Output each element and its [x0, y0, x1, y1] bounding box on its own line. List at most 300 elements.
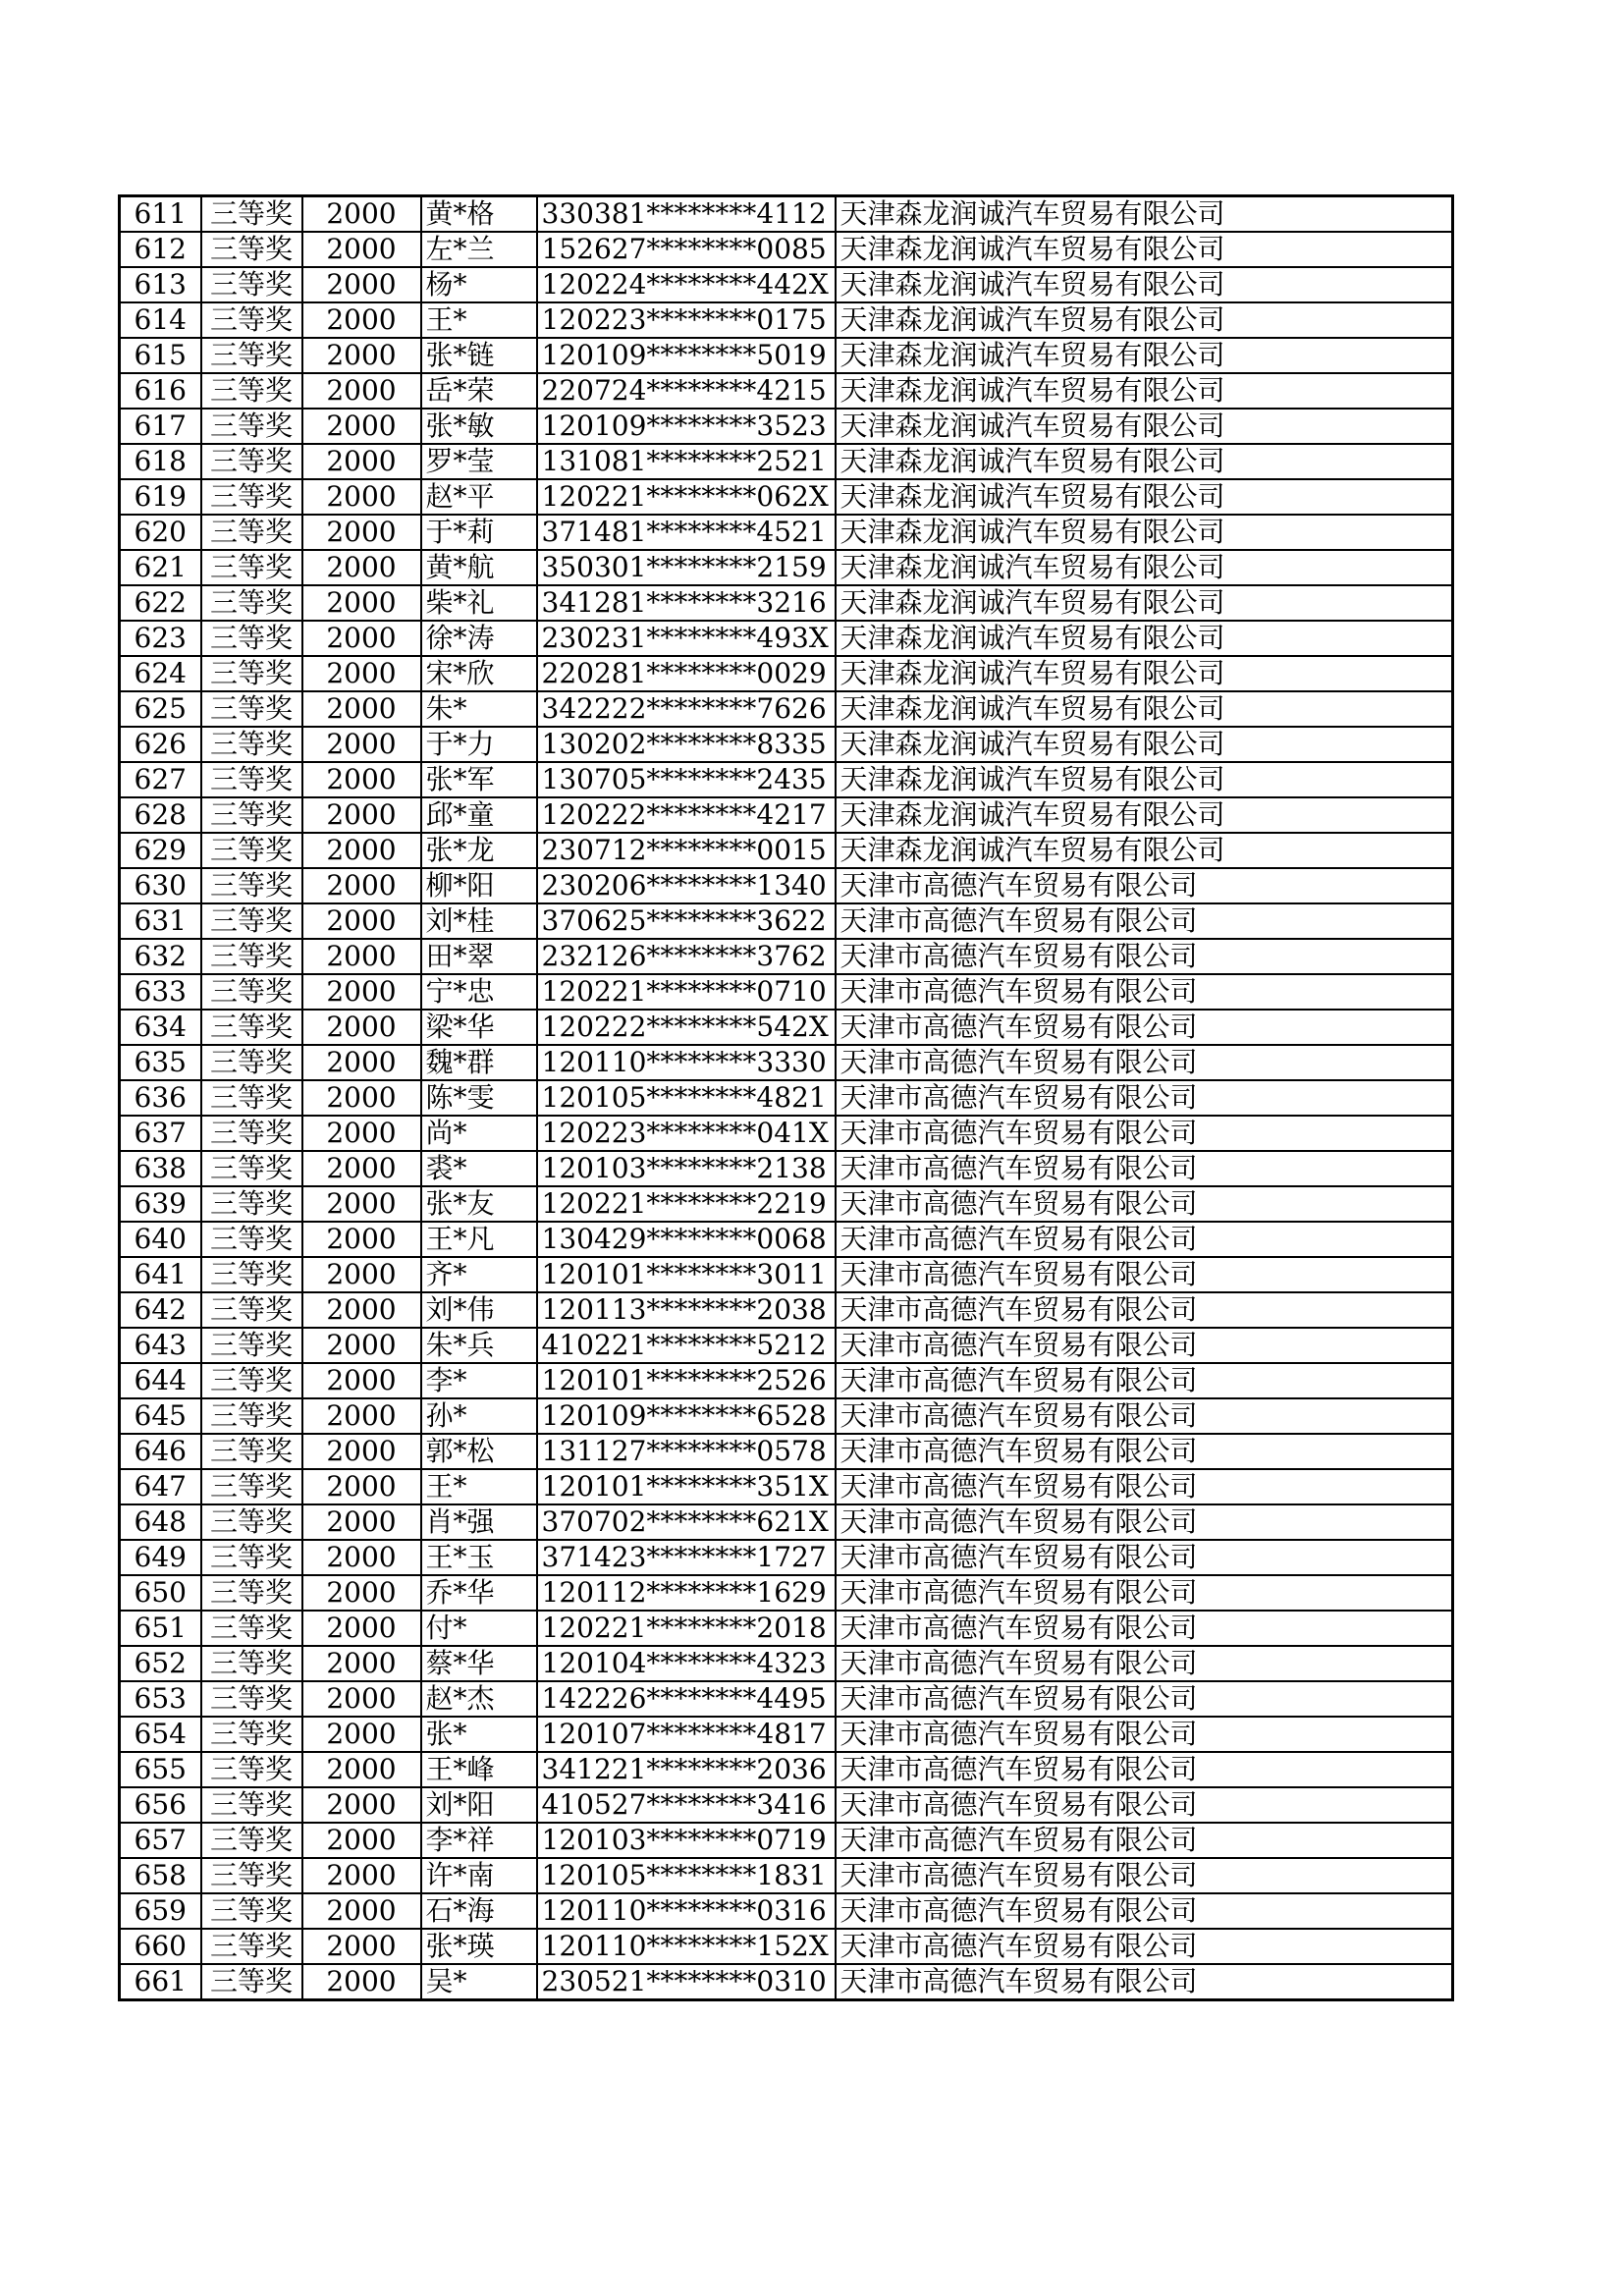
table-row — [120, 302, 1453, 338]
winner-name-cell: 田*翠 — [421, 939, 537, 974]
prize-amount-cell: 2000 — [302, 1646, 421, 1681]
winner-name-cell: 肖*强 — [421, 1504, 537, 1540]
row-number-cell: 651 — [120, 1611, 201, 1646]
company-cell: 天津森龙润诚汽车贸易有限公司 — [836, 267, 1453, 302]
winner-name-cell: 梁*华 — [421, 1010, 537, 1045]
prize-amount-cell: 2000 — [302, 621, 421, 656]
company-cell: 天津市高德汽车贸易有限公司 — [836, 868, 1453, 903]
prize-level-cell: 三等奖 — [201, 691, 302, 727]
company-cell: 天津市高德汽车贸易有限公司 — [836, 1575, 1453, 1611]
winner-name-cell: 吴* — [421, 1964, 537, 2000]
id-number-cell: 130705********2435 — [537, 762, 836, 797]
row-number-cell: 636 — [120, 1080, 201, 1116]
table-row — [120, 1681, 1453, 1717]
prize-amount-cell: 2000 — [302, 232, 421, 267]
id-number-cell: 152627********0085 — [537, 232, 836, 267]
prize-amount-cell: 2000 — [302, 1787, 421, 1823]
winner-name-cell: 张*敏 — [421, 409, 537, 444]
table-row — [120, 196, 1453, 233]
id-number-cell: 120101********351X — [537, 1469, 836, 1504]
prize-level-cell: 三等奖 — [201, 1787, 302, 1823]
table-row — [120, 1434, 1453, 1469]
prize-amount-cell: 2000 — [302, 691, 421, 727]
table-row — [120, 479, 1453, 515]
row-number-cell: 656 — [120, 1787, 201, 1823]
id-number-cell: 120105********1831 — [537, 1858, 836, 1893]
prize-level-cell: 三等奖 — [201, 1222, 302, 1257]
prize-level-cell: 三等奖 — [201, 585, 302, 621]
table-row — [120, 1045, 1453, 1080]
company-cell: 天津市高德汽车贸易有限公司 — [836, 1646, 1453, 1681]
row-number-cell: 632 — [120, 939, 201, 974]
prize-amount-cell: 2000 — [302, 1893, 421, 1929]
winner-name-cell: 黄*格 — [421, 196, 537, 233]
table-row — [120, 1292, 1453, 1328]
table-row — [120, 621, 1453, 656]
id-number-cell: 131081********2521 — [537, 444, 836, 479]
table-row — [120, 833, 1453, 868]
prize-amount-cell: 2000 — [302, 267, 421, 302]
id-number-cell: 120223********041X — [537, 1116, 836, 1151]
company-cell: 天津森龙润诚汽车贸易有限公司 — [836, 585, 1453, 621]
row-number-cell: 634 — [120, 1010, 201, 1045]
prize-amount-cell: 2000 — [302, 656, 421, 691]
winner-name-cell: 赵*平 — [421, 479, 537, 515]
prize-amount-cell: 2000 — [302, 939, 421, 974]
prize-level-cell: 三等奖 — [201, 1681, 302, 1717]
table-row — [120, 939, 1453, 974]
row-number-cell: 657 — [120, 1823, 201, 1858]
prize-amount-cell: 2000 — [302, 1434, 421, 1469]
winner-name-cell: 王*玉 — [421, 1540, 537, 1575]
prize-amount-cell: 2000 — [302, 1752, 421, 1787]
id-number-cell: 120222********4217 — [537, 797, 836, 833]
id-number-cell: 120110********0316 — [537, 1893, 836, 1929]
id-number-cell: 142226********4495 — [537, 1681, 836, 1717]
company-cell: 天津市高德汽车贸易有限公司 — [836, 1787, 1453, 1823]
prize-amount-cell: 2000 — [302, 833, 421, 868]
winner-name-cell: 邱*童 — [421, 797, 537, 833]
prize-level-cell: 三等奖 — [201, 1504, 302, 1540]
winner-name-cell: 魏*群 — [421, 1045, 537, 1080]
company-cell: 天津森龙润诚汽车贸易有限公司 — [836, 302, 1453, 338]
prize-level-cell: 三等奖 — [201, 1257, 302, 1292]
company-cell: 天津市高德汽车贸易有限公司 — [836, 1823, 1453, 1858]
winner-name-cell: 蔡*华 — [421, 1646, 537, 1681]
prize-amount-cell: 2000 — [302, 1398, 421, 1434]
table-row — [120, 1116, 1453, 1151]
table-row — [120, 691, 1453, 727]
winner-name-cell: 许*南 — [421, 1858, 537, 1893]
table-row — [120, 1469, 1453, 1504]
id-number-cell: 371423********1727 — [537, 1540, 836, 1575]
winner-name-cell: 于*力 — [421, 727, 537, 762]
row-number-cell: 616 — [120, 373, 201, 409]
row-number-cell: 622 — [120, 585, 201, 621]
company-cell: 天津森龙润诚汽车贸易有限公司 — [836, 232, 1453, 267]
table-row — [120, 267, 1453, 302]
winner-name-cell: 付* — [421, 1611, 537, 1646]
prize-amount-cell: 2000 — [302, 903, 421, 939]
winner-name-cell: 王* — [421, 1469, 537, 1504]
winner-name-cell: 杨* — [421, 267, 537, 302]
company-cell: 天津市高德汽车贸易有限公司 — [836, 1681, 1453, 1717]
winner-name-cell: 裘* — [421, 1151, 537, 1186]
table-row — [120, 409, 1453, 444]
company-cell: 天津森龙润诚汽车贸易有限公司 — [836, 656, 1453, 691]
prize-amount-cell: 2000 — [302, 550, 421, 585]
prize-level-cell: 三等奖 — [201, 1045, 302, 1080]
row-number-cell: 658 — [120, 1858, 201, 1893]
prize-level-cell: 三等奖 — [201, 727, 302, 762]
prize-amount-cell: 2000 — [302, 868, 421, 903]
company-cell: 天津森龙润诚汽车贸易有限公司 — [836, 515, 1453, 550]
prize-amount-cell: 2000 — [302, 1363, 421, 1398]
company-cell: 天津森龙润诚汽车贸易有限公司 — [836, 409, 1453, 444]
row-number-cell: 642 — [120, 1292, 201, 1328]
winner-name-cell: 柳*阳 — [421, 868, 537, 903]
table-row — [120, 762, 1453, 797]
prize-amount-cell: 2000 — [302, 762, 421, 797]
id-number-cell: 330381********4112 — [537, 196, 836, 233]
prize-amount-cell: 2000 — [302, 196, 421, 233]
company-cell: 天津市高德汽车贸易有限公司 — [836, 1469, 1453, 1504]
prize-level-cell: 三等奖 — [201, 1540, 302, 1575]
winner-name-cell: 张*军 — [421, 762, 537, 797]
company-cell: 天津市高德汽车贸易有限公司 — [836, 1045, 1453, 1080]
id-number-cell: 120104********4323 — [537, 1646, 836, 1681]
id-number-cell: 232126********3762 — [537, 939, 836, 974]
winner-name-cell: 郭*松 — [421, 1434, 537, 1469]
prize-amount-cell: 2000 — [302, 1151, 421, 1186]
table-row — [120, 338, 1453, 373]
company-cell: 天津市高德汽车贸易有限公司 — [836, 1080, 1453, 1116]
row-number-cell: 614 — [120, 302, 201, 338]
table-row — [120, 1328, 1453, 1363]
prize-level-cell: 三等奖 — [201, 1434, 302, 1469]
prize-level-cell: 三等奖 — [201, 515, 302, 550]
prize-level-cell: 三等奖 — [201, 444, 302, 479]
row-number-cell: 612 — [120, 232, 201, 267]
id-number-cell: 120103********2138 — [537, 1151, 836, 1186]
prize-amount-cell: 2000 — [302, 1858, 421, 1893]
prize-amount-cell: 2000 — [302, 373, 421, 409]
prize-level-cell: 三等奖 — [201, 1116, 302, 1151]
winner-name-cell: 左*兰 — [421, 232, 537, 267]
prize-level-cell: 三等奖 — [201, 974, 302, 1010]
company-cell: 天津市高德汽车贸易有限公司 — [836, 1717, 1453, 1752]
id-number-cell: 130202********8335 — [537, 727, 836, 762]
row-number-cell: 619 — [120, 479, 201, 515]
prize-level-cell: 三等奖 — [201, 939, 302, 974]
prize-level-cell: 三等奖 — [201, 1363, 302, 1398]
prize-amount-cell: 2000 — [302, 409, 421, 444]
table-row — [120, 974, 1453, 1010]
prize-amount-cell: 2000 — [302, 1080, 421, 1116]
id-number-cell: 120222********542X — [537, 1010, 836, 1045]
winner-name-cell: 尚* — [421, 1116, 537, 1151]
winner-name-cell: 张*链 — [421, 338, 537, 373]
id-number-cell: 230231********493X — [537, 621, 836, 656]
prize-level-cell: 三等奖 — [201, 1151, 302, 1186]
company-cell: 天津市高德汽车贸易有限公司 — [836, 903, 1453, 939]
row-number-cell: 627 — [120, 762, 201, 797]
id-number-cell: 370702********621X — [537, 1504, 836, 1540]
row-number-cell: 630 — [120, 868, 201, 903]
prize-level-cell: 三等奖 — [201, 479, 302, 515]
row-number-cell: 635 — [120, 1045, 201, 1080]
prize-amount-cell: 2000 — [302, 1540, 421, 1575]
prize-amount-cell: 2000 — [302, 1045, 421, 1080]
id-number-cell: 120224********442X — [537, 267, 836, 302]
prize-amount-cell: 2000 — [302, 1469, 421, 1504]
winner-name-cell: 刘*阳 — [421, 1787, 537, 1823]
row-number-cell: 625 — [120, 691, 201, 727]
id-number-cell: 130429********0068 — [537, 1222, 836, 1257]
winner-name-cell: 王* — [421, 302, 537, 338]
winner-name-cell: 朱* — [421, 691, 537, 727]
table-row — [120, 1717, 1453, 1752]
table-row — [120, 656, 1453, 691]
table-row — [120, 1186, 1453, 1222]
id-number-cell: 120109********5019 — [537, 338, 836, 373]
winner-name-cell: 张* — [421, 1717, 537, 1752]
company-cell: 天津森龙润诚汽车贸易有限公司 — [836, 338, 1453, 373]
id-number-cell: 370625********3622 — [537, 903, 836, 939]
company-cell: 天津市高德汽车贸易有限公司 — [836, 1186, 1453, 1222]
prize-level-cell: 三等奖 — [201, 1929, 302, 1964]
prize-level-cell: 三等奖 — [201, 550, 302, 585]
prize-level-cell: 三等奖 — [201, 302, 302, 338]
id-number-cell: 220281********0029 — [537, 656, 836, 691]
row-number-cell: 618 — [120, 444, 201, 479]
company-cell: 天津市高德汽车贸易有限公司 — [836, 1611, 1453, 1646]
company-cell: 天津市高德汽车贸易有限公司 — [836, 1116, 1453, 1151]
id-number-cell: 120110********3330 — [537, 1045, 836, 1080]
prize-level-cell: 三等奖 — [201, 267, 302, 302]
row-number-cell: 661 — [120, 1964, 201, 2000]
id-number-cell: 350301********2159 — [537, 550, 836, 585]
prize-amount-cell: 2000 — [302, 1222, 421, 1257]
table-row — [120, 868, 1453, 903]
winner-name-cell: 宋*欣 — [421, 656, 537, 691]
prize-amount-cell: 2000 — [302, 1257, 421, 1292]
row-number-cell: 641 — [120, 1257, 201, 1292]
company-cell: 天津市高德汽车贸易有限公司 — [836, 1398, 1453, 1434]
table-row — [120, 1363, 1453, 1398]
row-number-cell: 660 — [120, 1929, 201, 1964]
prize-amount-cell: 2000 — [302, 797, 421, 833]
id-number-cell: 120101********3011 — [537, 1257, 836, 1292]
prize-level-cell: 三等奖 — [201, 1893, 302, 1929]
prize-amount-cell: 2000 — [302, 1717, 421, 1752]
prize-amount-cell: 2000 — [302, 1964, 421, 2000]
prize-level-cell: 三等奖 — [201, 1328, 302, 1363]
prize-level-cell: 三等奖 — [201, 196, 302, 233]
id-number-cell: 120221********2018 — [537, 1611, 836, 1646]
prize-amount-cell: 2000 — [302, 479, 421, 515]
table-row — [120, 373, 1453, 409]
row-number-cell: 615 — [120, 338, 201, 373]
id-number-cell: 120103********0719 — [537, 1823, 836, 1858]
table-row — [120, 444, 1453, 479]
table-row — [120, 797, 1453, 833]
id-number-cell: 120105********4821 — [537, 1080, 836, 1116]
table-row — [120, 1823, 1453, 1858]
id-number-cell: 120221********062X — [537, 479, 836, 515]
id-number-cell: 341281********3216 — [537, 585, 836, 621]
id-number-cell: 120112********1629 — [537, 1575, 836, 1611]
prize-amount-cell: 2000 — [302, 1116, 421, 1151]
company-cell: 天津市高德汽车贸易有限公司 — [836, 1151, 1453, 1186]
table-row — [120, 1222, 1453, 1257]
company-cell: 天津森龙润诚汽车贸易有限公司 — [836, 833, 1453, 868]
id-number-cell: 120221********0710 — [537, 974, 836, 1010]
winner-name-cell: 赵*杰 — [421, 1681, 537, 1717]
row-number-cell: 621 — [120, 550, 201, 585]
table-row — [120, 550, 1453, 585]
row-number-cell: 655 — [120, 1752, 201, 1787]
prize-level-cell: 三等奖 — [201, 409, 302, 444]
winner-name-cell: 王*峰 — [421, 1752, 537, 1787]
winner-name-cell: 李*祥 — [421, 1823, 537, 1858]
prize-level-cell: 三等奖 — [201, 1964, 302, 2000]
row-number-cell: 611 — [120, 196, 201, 233]
prize-amount-cell: 2000 — [302, 302, 421, 338]
company-cell: 天津森龙润诚汽车贸易有限公司 — [836, 444, 1453, 479]
id-number-cell: 120109********6528 — [537, 1398, 836, 1434]
prize-amount-cell: 2000 — [302, 1823, 421, 1858]
row-number-cell: 654 — [120, 1717, 201, 1752]
table-row — [120, 232, 1453, 267]
company-cell: 天津市高德汽车贸易有限公司 — [836, 1893, 1453, 1929]
winner-name-cell: 陈*雯 — [421, 1080, 537, 1116]
row-number-cell: 652 — [120, 1646, 201, 1681]
prize-amount-cell: 2000 — [302, 1292, 421, 1328]
company-cell: 天津森龙润诚汽车贸易有限公司 — [836, 550, 1453, 585]
prize-level-cell: 三等奖 — [201, 1469, 302, 1504]
prize-amount-cell: 2000 — [302, 515, 421, 550]
prize-level-cell: 三等奖 — [201, 1575, 302, 1611]
row-number-cell: 629 — [120, 833, 201, 868]
table-row — [120, 1611, 1453, 1646]
company-cell: 天津市高德汽车贸易有限公司 — [836, 1222, 1453, 1257]
prize-amount-cell: 2000 — [302, 1504, 421, 1540]
company-cell: 天津森龙润诚汽车贸易有限公司 — [836, 373, 1453, 409]
prize-amount-cell: 2000 — [302, 1681, 421, 1717]
row-number-cell: 646 — [120, 1434, 201, 1469]
company-cell: 天津市高德汽车贸易有限公司 — [836, 1540, 1453, 1575]
prize-level-cell: 三等奖 — [201, 1752, 302, 1787]
prize-level-cell: 三等奖 — [201, 868, 302, 903]
row-number-cell: 645 — [120, 1398, 201, 1434]
winner-name-cell: 柴*礼 — [421, 585, 537, 621]
prize-amount-cell: 2000 — [302, 1611, 421, 1646]
prize-level-cell: 三等奖 — [201, 1858, 302, 1893]
row-number-cell: 643 — [120, 1328, 201, 1363]
winner-name-cell: 张*友 — [421, 1186, 537, 1222]
id-number-cell: 120109********3523 — [537, 409, 836, 444]
id-number-cell: 342222********7626 — [537, 691, 836, 727]
company-cell: 天津市高德汽车贸易有限公司 — [836, 1010, 1453, 1045]
table-row — [120, 1257, 1453, 1292]
row-number-cell: 628 — [120, 797, 201, 833]
winner-name-cell: 孙* — [421, 1398, 537, 1434]
company-cell: 天津市高德汽车贸易有限公司 — [836, 974, 1453, 1010]
row-number-cell: 633 — [120, 974, 201, 1010]
prize-amount-cell: 2000 — [302, 974, 421, 1010]
row-number-cell: 620 — [120, 515, 201, 550]
winner-name-cell: 朱*兵 — [421, 1328, 537, 1363]
prize-amount-cell: 2000 — [302, 727, 421, 762]
winner-name-cell: 王*凡 — [421, 1222, 537, 1257]
table-row — [120, 1858, 1453, 1893]
prize-level-cell: 三等奖 — [201, 1611, 302, 1646]
company-cell: 天津市高德汽车贸易有限公司 — [836, 939, 1453, 974]
id-number-cell: 230206********1340 — [537, 868, 836, 903]
row-number-cell: 650 — [120, 1575, 201, 1611]
prize-level-cell: 三等奖 — [201, 1080, 302, 1116]
prize-level-cell: 三等奖 — [201, 797, 302, 833]
table-row — [120, 1151, 1453, 1186]
table-row — [120, 1964, 1453, 2000]
company-cell: 天津市高德汽车贸易有限公司 — [836, 1504, 1453, 1540]
table-row — [120, 727, 1453, 762]
id-number-cell: 120221********2219 — [537, 1186, 836, 1222]
row-number-cell: 653 — [120, 1681, 201, 1717]
prize-level-cell: 三等奖 — [201, 1292, 302, 1328]
id-number-cell: 120110********152X — [537, 1929, 836, 1964]
company-cell: 天津森龙润诚汽车贸易有限公司 — [836, 797, 1453, 833]
id-number-cell: 410221********5212 — [537, 1328, 836, 1363]
table-row — [120, 1646, 1453, 1681]
id-number-cell: 230521********0310 — [537, 1964, 836, 2000]
winner-name-cell: 李* — [421, 1363, 537, 1398]
winner-name-cell: 黄*航 — [421, 550, 537, 585]
winner-name-cell: 宁*忠 — [421, 974, 537, 1010]
row-number-cell: 613 — [120, 267, 201, 302]
prize-level-cell: 三等奖 — [201, 762, 302, 797]
table-row — [120, 1575, 1453, 1611]
table-row — [120, 1504, 1453, 1540]
table-row — [120, 1398, 1453, 1434]
row-number-cell: 617 — [120, 409, 201, 444]
prize-level-cell: 三等奖 — [201, 1646, 302, 1681]
company-cell: 天津森龙润诚汽车贸易有限公司 — [836, 762, 1453, 797]
id-number-cell: 120113********2038 — [537, 1292, 836, 1328]
company-cell: 天津市高德汽车贸易有限公司 — [836, 1328, 1453, 1363]
prize-level-cell: 三等奖 — [201, 1717, 302, 1752]
prize-amount-cell: 2000 — [302, 338, 421, 373]
winner-name-cell: 刘*桂 — [421, 903, 537, 939]
prize-level-cell: 三等奖 — [201, 1010, 302, 1045]
company-cell: 天津市高德汽车贸易有限公司 — [836, 1858, 1453, 1893]
row-number-cell: 624 — [120, 656, 201, 691]
row-number-cell: 659 — [120, 1893, 201, 1929]
row-number-cell: 626 — [120, 727, 201, 762]
table-row — [120, 515, 1453, 550]
id-number-cell: 230712********0015 — [537, 833, 836, 868]
company-cell: 天津市高德汽车贸易有限公司 — [836, 1964, 1453, 2000]
id-number-cell: 341221********2036 — [537, 1752, 836, 1787]
company-cell: 天津市高德汽车贸易有限公司 — [836, 1363, 1453, 1398]
table-row — [120, 1010, 1453, 1045]
row-number-cell: 647 — [120, 1469, 201, 1504]
prize-level-cell: 三等奖 — [201, 373, 302, 409]
prize-level-cell: 三等奖 — [201, 656, 302, 691]
prize-amount-cell: 2000 — [302, 1010, 421, 1045]
table-row — [120, 1540, 1453, 1575]
